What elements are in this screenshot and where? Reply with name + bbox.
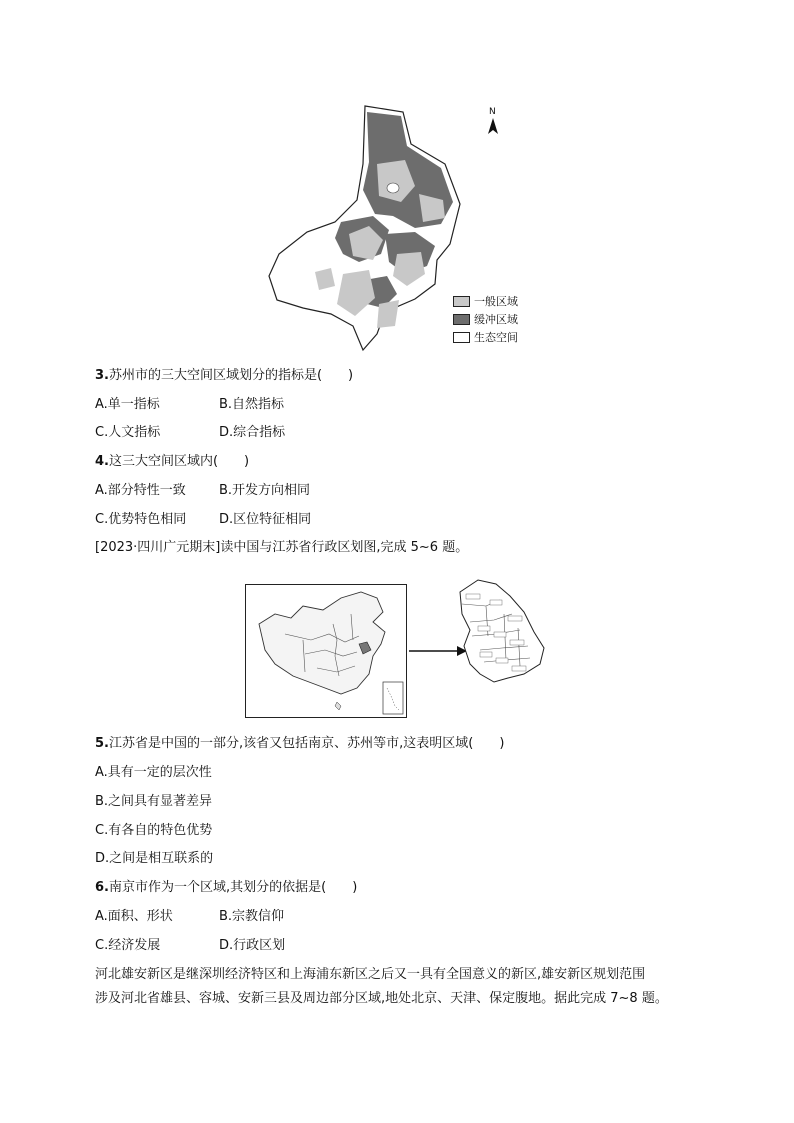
question-number: 4. (95, 454, 109, 469)
suzhou-zoning-map (265, 104, 465, 354)
city-label-box (508, 616, 522, 621)
question-5-stem (95, 735, 504, 753)
option-c[interactable]: C.人文指标 (95, 425, 161, 440)
city-label-box (478, 626, 490, 631)
question-text: 苏州市的三大空间区域划分的指标是( ) (108, 368, 354, 383)
legend-swatch-general (453, 296, 470, 307)
option-d[interactable]: D.行政区划 (219, 938, 286, 953)
option-c[interactable]: C.经济发展 (95, 938, 161, 953)
south-china-sea-inset (383, 682, 403, 714)
north-arrow-icon (484, 104, 502, 136)
city-label-box (466, 594, 480, 599)
city-label-box (510, 640, 524, 645)
city-label-box (494, 632, 506, 637)
passage-7-8 (95, 963, 715, 1011)
option-b[interactable]: B.之间具有显著差异 (95, 794, 213, 809)
question-3-stem (95, 367, 353, 385)
legend-label: 生态空间 (474, 331, 518, 344)
city-label-box (480, 652, 492, 657)
legend-item-ecological (453, 329, 518, 345)
option-a[interactable]: A.部分特性一致 (95, 483, 186, 498)
city-label-box (490, 600, 502, 605)
legend-swatch-ecological (453, 332, 470, 343)
question-6-stem (95, 879, 357, 897)
option-b[interactable]: B.自然指标 (219, 397, 285, 412)
option-d[interactable]: D.之间是相互联系的 (95, 851, 214, 866)
passage-line: 河北雄安新区是继深圳经济特区和上海浦东新区之后又一具有全国意义的新区,雄安新区规划范围 (95, 967, 646, 982)
question-number: 3. (95, 368, 109, 383)
question-3-options-row1 (95, 396, 284, 414)
passage-line: 涉及河北省雄县、容城、安新三县及周边部分区域,地处北京、天津、保定腹地。据此完成 7~8 题。 (95, 991, 668, 1006)
legend-swatch-buffer (453, 314, 470, 325)
legend-label: 缓冲区域 (474, 313, 518, 326)
question-text: 这三大空间区域内( ) (108, 454, 250, 469)
china-map (245, 584, 407, 718)
city-label-box (496, 658, 508, 663)
lake (387, 183, 399, 193)
question-5-option-b[interactable] (95, 793, 212, 811)
question-number: 5. (95, 736, 109, 751)
question-4-stem (95, 453, 249, 471)
option-a[interactable]: A.单一指标 (95, 397, 160, 412)
option-a[interactable]: A.具有一定的层次性 (95, 765, 212, 780)
city-label-box (512, 666, 526, 671)
option-b[interactable]: B.宗教信仰 (219, 909, 285, 924)
question-text: 江苏省是中国的一部分,该省又包括南京、苏州等市,这表明区域( ) (108, 736, 505, 751)
jiangsu-map (450, 574, 550, 686)
questions-5-6-intro (95, 539, 468, 557)
option-d[interactable]: D.综合指标 (219, 425, 286, 440)
option-b[interactable]: B.开发方向相同 (219, 483, 311, 498)
legend-item-general (453, 293, 518, 309)
question-5-option-d[interactable] (95, 850, 213, 868)
question-4-options-row2 (95, 511, 311, 529)
legend-label: 一般区域 (474, 295, 518, 308)
question-5-option-a[interactable] (95, 764, 212, 782)
question-6-options-row2 (95, 937, 285, 955)
option-d[interactable]: D.区位特征相同 (219, 512, 312, 527)
question-4-options-row1 (95, 482, 310, 500)
question-number: 6. (95, 880, 109, 895)
north-label: N (489, 107, 496, 117)
question-6-options-row1 (95, 908, 284, 926)
question-3-options-row2 (95, 424, 285, 442)
question-5-option-c[interactable] (95, 822, 212, 840)
general-zone-6 (377, 300, 399, 328)
legend-item-buffer (453, 311, 518, 327)
question-text: 南京市作为一个区域,其划分的依据是( ) (108, 880, 358, 895)
option-c[interactable]: C.有各自的特色优势 (95, 823, 213, 838)
intro-text: [2023·四川广元期末]读中国与江苏省行政区划图,完成 5~6 题。 (95, 540, 469, 555)
option-c[interactable]: C.优势特色相同 (95, 512, 187, 527)
option-a[interactable]: A.面积、形状 (95, 909, 173, 924)
